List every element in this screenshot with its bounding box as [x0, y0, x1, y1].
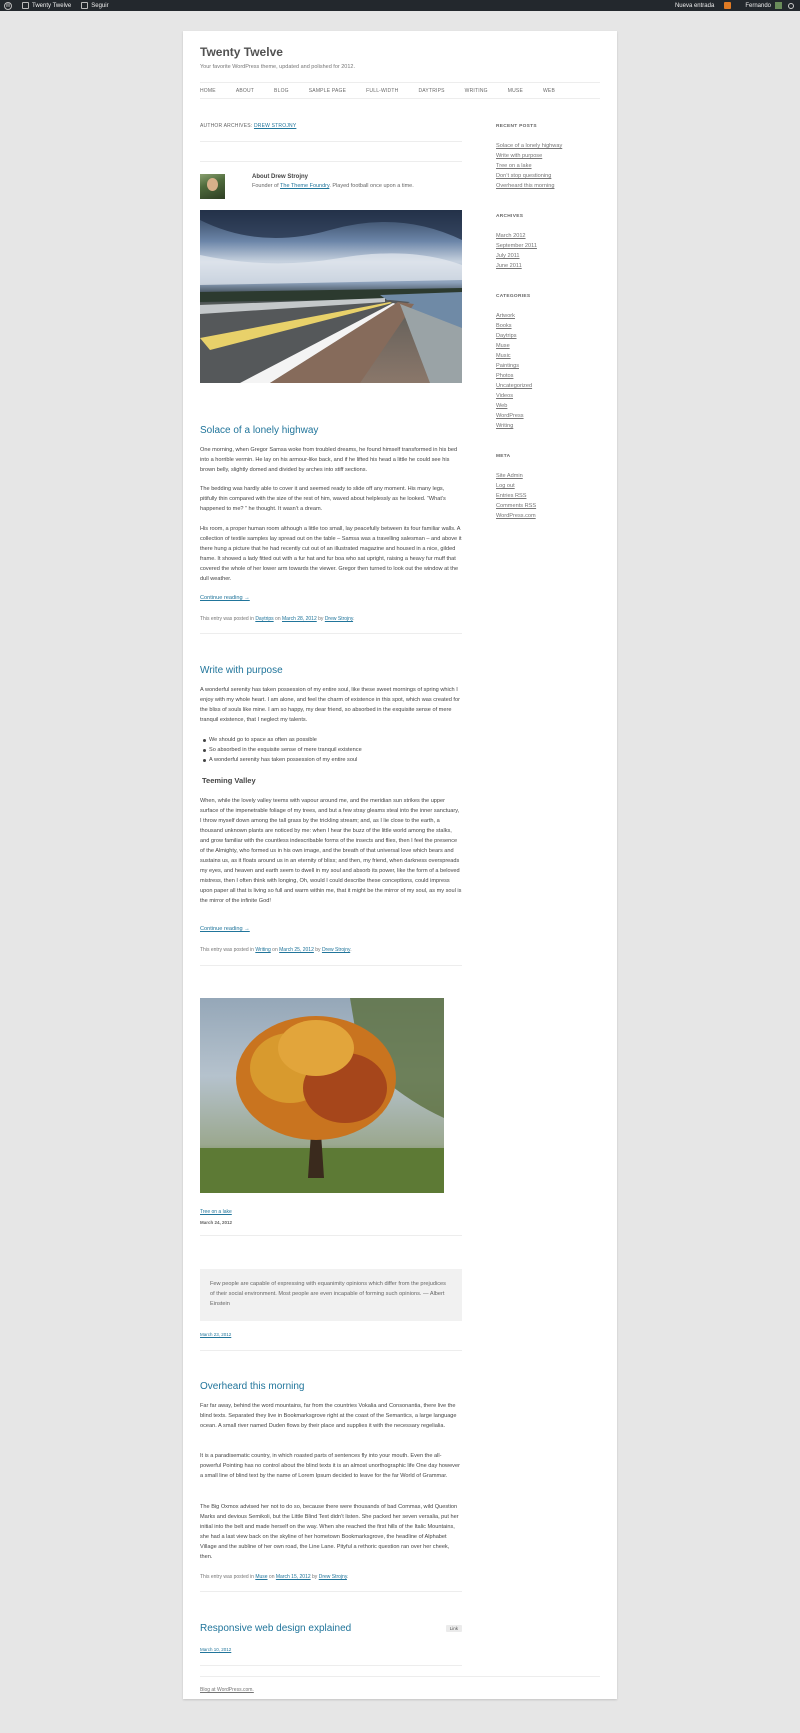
- wordpress-logo-icon[interactable]: W: [5, 2, 11, 9]
- nav-sample-page[interactable]: SAMPLE PAGE: [308, 87, 347, 94]
- meta-end: .: [346, 1574, 349, 1580]
- meta-link[interactable]: Log out: [496, 483, 515, 489]
- list-item: A wonderful serenity has taken possession of my entire soul: [209, 755, 362, 765]
- meta-on: on: [273, 616, 282, 622]
- post-date: March 24, 2012: [200, 1220, 233, 1225]
- main-navigation: [200, 82, 600, 99]
- category-link[interactable]: Daytrips: [496, 333, 517, 339]
- category-link[interactable]: Books: [496, 323, 512, 329]
- quote-block: Few people are capable of expressing with equanimity opinions which differ from the prejudices of their social environment. Most people are even incapable of forming such opinions. — Albert Einstein: [200, 1269, 462, 1321]
- divider: [200, 161, 462, 162]
- widget-title-archives: ARCHIVES: [496, 214, 524, 219]
- meta-by: by: [310, 1574, 319, 1580]
- post-meta: [200, 1574, 348, 1580]
- post-meta: [200, 947, 352, 953]
- author-bio-suffix: . Played football once upon a time.: [329, 183, 414, 189]
- user-name: Fernando: [745, 2, 771, 9]
- user-avatar: [775, 2, 782, 9]
- category-link[interactable]: Muse: [255, 1574, 268, 1580]
- bullet-list: [209, 735, 362, 765]
- image-caption-link[interactable]: Tree on a lake: [200, 1209, 232, 1215]
- divider: [200, 141, 462, 142]
- meta-link[interactable]: Entries RSS: [496, 493, 527, 499]
- meta-on: on: [270, 947, 280, 953]
- category-link[interactable]: Writing: [496, 423, 514, 429]
- category-link[interactable]: Videos: [496, 393, 514, 399]
- recent-post-link[interactable]: Write with purpose: [496, 153, 543, 159]
- nav-web[interactable]: WEB: [543, 87, 555, 94]
- meta-link[interactable]: WordPress.com: [496, 513, 536, 519]
- admin-site-name: Twenty Twelve: [32, 2, 72, 9]
- footer-credit-link[interactable]: Blog at WordPress.com.: [200, 1687, 254, 1693]
- post-paragraph: Far far away, behind the word mountains, far from the countries Vokalia and Consonantia, there live the blind texts. Separated they live in Bookmarksgrove right at the coast of the Semantics, a large language ocean. A small river named Duden flows by their place and supplies it with the necessary regelialia.: [200, 1403, 457, 1429]
- divider: [200, 633, 462, 634]
- author-name: About Drew Strojny: [252, 174, 309, 180]
- date-link[interactable]: March 25, 2012: [279, 947, 314, 953]
- meta-prefix: This entry was posted in: [200, 616, 256, 622]
- post-date-link[interactable]: March 23, 2012: [200, 1332, 232, 1337]
- widget-title-meta: META: [496, 454, 511, 459]
- nav-writing[interactable]: WRITING: [464, 87, 488, 94]
- divider: [200, 1350, 462, 1351]
- divider: [200, 965, 462, 966]
- post-featured-image-highway[interactable]: [200, 210, 462, 383]
- post-subheading: Teeming Valley: [202, 776, 256, 785]
- new-entry-button[interactable]: Nueva entrada: [674, 2, 715, 9]
- recent-posts-list: [496, 141, 562, 191]
- divider: [200, 1235, 462, 1236]
- continue-reading-link[interactable]: Continue reading →: [200, 595, 250, 601]
- nav-home[interactable]: HOME: [200, 87, 216, 94]
- category-link[interactable]: Daytrips: [255, 616, 274, 622]
- divider: [200, 1665, 462, 1666]
- archive-author-link[interactable]: DREW STROJNY: [253, 123, 297, 129]
- page-container: [183, 31, 617, 1699]
- meta-prefix: This entry was posted in: [200, 1574, 256, 1580]
- archive-link[interactable]: June 2011: [496, 263, 522, 269]
- archive-prefix: AUTHOR ARCHIVES:: [200, 123, 254, 129]
- category-link[interactable]: Paintings: [496, 363, 520, 369]
- list-item: So absorbed in the exquisite sense of mere tranquil existence: [209, 747, 362, 753]
- post-paragraph: A wonderful serenity has taken possession of my entire soul, like these sweet mornings of spring which I enjoy with my whole heart. I am alone, and feel the charm of existence in this spot, which was created for the bliss of souls like mine. I am so happy, my dear friend, so absorbed in the exquisite sense of mere tranquil existence, that I neglect my talents.: [200, 687, 460, 723]
- meta-on: on: [267, 1574, 276, 1580]
- author-link[interactable]: Drew Strojny: [321, 947, 351, 953]
- post-paragraph: The Big Oxmox advised her not to do so, because there were thousands of bad Commas, wild Question Marks and devious Semikoli, but the Little Blind Text didn’t listen. She packed her seven versalia, put her initial into the belt and made herself on the way. When she reached the first hills of the Italic Mountains, she had a last view back on the skyline of her hometown Bookmarksgrove, the headline of Alphabet Village and the subline of her own road, the Line Lane. Pityful a rethoric question ran over her cheek, then.: [200, 1504, 459, 1560]
- meta-list: [496, 471, 536, 521]
- meta-prefix: This entry was posted in: [200, 947, 256, 953]
- category-link[interactable]: Artwork: [496, 313, 515, 319]
- post-paragraph: His room, a proper human room although a little too small, lay peacefully between its four familiar walls. A collection of textile samples lay spread out on the table – Samsa was a travelling salesman – and above it there hung a picture that he had recently cut out of an illustrated magazine and housed in a nice, gilded frame. It showed a lady fitted out with a fur hat and fur boa who sat upright, raising a heavy fur muff that covered the whole of her lower arm towards the viewer. Gregor then turned to look out the window at the dull weather.: [200, 526, 462, 582]
- post-image-tree-on-a-lake[interactable]: [200, 998, 444, 1193]
- recent-post-link[interactable]: Solace of a lonely highway: [496, 143, 563, 149]
- search-icon[interactable]: [788, 3, 794, 9]
- footer-divider: [200, 1676, 600, 1677]
- nav-daytrips[interactable]: DAYTRIPS: [418, 87, 445, 94]
- recent-post-link[interactable]: Don’t stop questioning: [496, 173, 552, 179]
- recent-post-link[interactable]: Overheard this morning: [496, 183, 555, 189]
- archive-link[interactable]: March 2012: [496, 233, 526, 239]
- archive-link[interactable]: July 2011: [496, 253, 520, 259]
- meta-end: .: [353, 616, 355, 622]
- post-paragraph: One morning, when Gregor Samsa woke from troubled dreams, he found himself transformed in his bed into a horrible vermin. He lay on his armour-like back, and if he lifted his head a little he could see his brown belly, slightly domed and divided by arches into stiff sections.: [200, 447, 458, 473]
- widget-title-categories: CATEGORIES: [496, 294, 531, 299]
- tree-photo-graphic: [200, 998, 444, 1193]
- category-link[interactable]: Writing: [255, 947, 271, 953]
- widget-title-recent-posts: RECENT POSTS: [496, 124, 537, 129]
- post-title-solace[interactable]: Solace of a lonely highway: [200, 425, 319, 436]
- home-icon: [22, 2, 29, 9]
- admin-site-link[interactable]: [22, 2, 71, 9]
- category-link[interactable]: Photos: [496, 373, 514, 379]
- categories-list: [496, 311, 532, 431]
- post-title-write-with-purpose[interactable]: Write with purpose: [200, 665, 283, 676]
- nav-full-width[interactable]: FULL-WIDTH: [366, 87, 399, 94]
- archives-list: [496, 231, 537, 271]
- highway-photo-graphic: [200, 210, 462, 383]
- notifications-icon[interactable]: [724, 2, 731, 9]
- category-link[interactable]: Muse: [496, 343, 510, 349]
- theme-foundry-link[interactable]: The Theme Foundry: [280, 183, 330, 189]
- post-paragraph: When, while the lovely valley teems with vapour around me, and the meridian sun strikes the upper surface of the impenetrable foliage of my trees, and but a few stray gleams steal into the inner sanctuary, I throw myself down among the tall grass by the trickling stream; and, as I lie close to the earth, a thousand unknown plants are noticed by me: when I hear the buzz of the little world among the stalks, and grow familiar with the countless indescribable forms of the insects and flies, then I feel the presence of the Almighty, who formed us in his own image, and the breath of that universal love which bears and sustains us, as it floats around us in an eternity of bliss; and then, my friend, when darkness overspreads my eyes, and heaven and earth seem to dwell in my soul and absorb its power, like the form of a beloved mistress, then I often think with longing, Oh, would I could describe these conceptions, could impress upon paper all that is living so full and warm within me, that it might be the mirror of my soul, as my soul is the mirror of the infinite God!: [200, 798, 462, 904]
- author-info: [200, 174, 462, 200]
- category-link[interactable]: Web: [496, 403, 508, 409]
- follow-button[interactable]: [81, 2, 108, 9]
- author-avatar: [200, 174, 225, 199]
- archive-link[interactable]: September 2011: [496, 243, 537, 249]
- nav-blog[interactable]: BLOG: [274, 87, 289, 94]
- recent-post-link[interactable]: Tree on a lake: [496, 163, 532, 169]
- post-title-overheard[interactable]: Overheard this morning: [200, 1381, 305, 1392]
- category-link[interactable]: Music: [496, 353, 511, 359]
- admin-bar: [0, 0, 800, 11]
- author-link[interactable]: Drew Strojny: [324, 616, 354, 622]
- site-description: Your favorite WordPress theme, updated and polished for 2012.: [200, 64, 356, 70]
- meta-end: .: [350, 947, 352, 953]
- follow-label: Seguir: [91, 2, 109, 9]
- nav-muse[interactable]: MUSE: [507, 87, 523, 94]
- star-icon: [81, 2, 88, 9]
- post-date-link[interactable]: March 10, 2012: [200, 1647, 232, 1652]
- author-bio: [252, 183, 414, 189]
- meta-by: by: [316, 616, 325, 622]
- meta-link[interactable]: Site Admin: [496, 473, 523, 479]
- nav-about[interactable]: ABOUT: [235, 87, 255, 94]
- author-link[interactable]: Drew Strojny: [318, 1574, 347, 1580]
- divider: [200, 1591, 462, 1592]
- list-item: We should go to space as often as possible: [209, 735, 362, 745]
- meta-by: by: [313, 947, 322, 953]
- post-paragraph: The bedding was hardly able to cover it and seemed ready to slide off any moment. His many legs, pitifully thin compared with the size of the rest of him, waved about helplessly as he looked. “What’s happened to me? ” he thought. It wasn’t a dream.: [200, 486, 446, 512]
- site-title[interactable]: Twenty Twelve: [200, 45, 283, 59]
- meta-link[interactable]: Comments RSS: [496, 503, 537, 509]
- author-bio-prefix: Founder of: [252, 183, 281, 189]
- post-title-responsive[interactable]: Responsive web design explained: [200, 1623, 352, 1634]
- user-menu[interactable]: [745, 2, 788, 9]
- archive-header: [200, 123, 296, 129]
- post-paragraph: It is a paradisematic country, in which roasted parts of sentences fly into your mouth. Even the all-powerful Pointing has no control about the blind texts it is an almost unorthographic life One day however a small line of blind text by the name of Lorem Ipsum decided to leave for the far World of Grammar.: [200, 1453, 460, 1479]
- continue-reading-link[interactable]: Continue reading →: [200, 926, 250, 932]
- category-link[interactable]: Uncategorized: [496, 383, 533, 389]
- post-format-badge: Link: [446, 1625, 462, 1632]
- category-link[interactable]: WordPress: [496, 413, 524, 419]
- post-meta: [200, 616, 354, 622]
- date-link[interactable]: March 15, 2012: [275, 1574, 311, 1580]
- date-link[interactable]: March 28, 2012: [282, 616, 317, 622]
